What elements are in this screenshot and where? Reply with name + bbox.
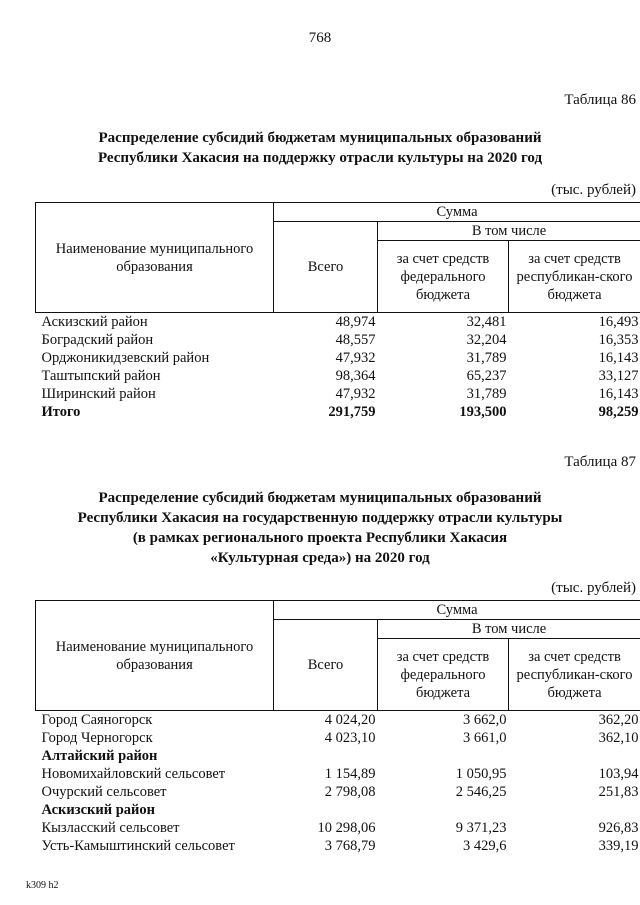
row-republic: 16,353 — [598, 332, 639, 348]
row-total: 98,364 — [335, 368, 376, 384]
title-line: Распределение субсидий бюджетам муниципальных образований — [98, 130, 542, 146]
row-federal: 193,500 — [459, 404, 507, 420]
header-total: Всего — [274, 222, 378, 313]
table-row — [36, 729, 640, 747]
row-name: Таштыпский район — [41, 368, 161, 384]
row-name: Усть-Камыштинский сельсовет — [41, 838, 235, 854]
row-republic: 926,83 — [598, 820, 639, 836]
page-number: 768 — [308, 30, 332, 46]
group-row — [36, 801, 640, 819]
row-total: 10 298,06 — [317, 820, 376, 836]
title-line: (в рамках регионального проекта Республики Хакасия — [132, 530, 508, 546]
row-name: Аскизский район — [41, 314, 148, 330]
title-line: Республики Хакасия на государственную поддержку отрасли культуры — [77, 510, 563, 526]
row-name: Очурский сельсовет — [41, 784, 167, 800]
row-total: 1 154,89 — [324, 766, 376, 782]
header-sum: Сумма — [274, 601, 640, 620]
row-total: 48,557 — [335, 332, 376, 348]
row-republic: 33,127 — [598, 368, 639, 384]
row-total: 47,932 — [335, 386, 376, 402]
header-total: Всего — [274, 620, 378, 711]
table-row — [36, 313, 640, 332]
table-row — [36, 367, 640, 385]
data-table — [35, 600, 640, 855]
table-row — [36, 837, 640, 855]
table-title — [30, 488, 610, 568]
table-label: Таблица 87 — [564, 454, 636, 470]
row-federal: 31,789 — [466, 350, 507, 366]
title-line: «Культурная среда») на 2020 год — [210, 550, 430, 566]
table-row — [36, 783, 640, 801]
header-sum: Сумма — [274, 203, 640, 222]
row-name: Боградский район — [41, 332, 154, 348]
header-name: Наименование муниципального образования — [36, 203, 274, 313]
table-row — [36, 765, 640, 783]
header-name: Наименование муниципального образования — [36, 601, 274, 711]
title-line: Республики Хакасия на поддержку отрасли культуры на 2020 год — [97, 150, 543, 166]
header-federal: за счет средств федерального бюджета — [378, 241, 509, 313]
row-republic: 16,143 — [598, 350, 639, 366]
row-total: 47,932 — [335, 350, 376, 366]
header-including: В том числе — [378, 620, 640, 639]
group-label: Аскизский район — [41, 802, 155, 818]
group-row — [36, 747, 640, 765]
row-federal: 32,204 — [466, 332, 507, 348]
units-label: (тыс. рублей) — [551, 182, 636, 198]
row-federal: 1 050,95 — [455, 766, 507, 782]
row-republic: 103,94 — [598, 766, 639, 782]
row-name: Новомихайловский сельсовет — [41, 766, 226, 782]
row-federal: 31,789 — [466, 386, 507, 402]
row-total: 291,759 — [328, 404, 376, 420]
row-federal: 65,237 — [466, 368, 507, 384]
row-republic: 98,259 — [598, 404, 639, 420]
header-including: В том числе — [378, 222, 640, 241]
data-table — [35, 202, 640, 421]
table-row — [36, 331, 640, 349]
title-line: Распределение субсидий бюджетам муниципальных образований — [98, 490, 542, 506]
group-label: Алтайский район — [41, 748, 158, 764]
header-republic: за счет средств республикан-ского бюджета — [509, 241, 640, 313]
units-label: (тыс. рублей) — [551, 580, 636, 596]
row-republic: 16,493 — [598, 314, 639, 330]
row-name: Кызласский сельсовет — [41, 820, 180, 836]
row-total: 4 024,20 — [324, 712, 376, 728]
row-federal: 2 546,25 — [455, 784, 507, 800]
row-federal: 9 371,23 — [455, 820, 507, 836]
row-federal: 3 429,6 — [463, 838, 507, 854]
table-title — [30, 128, 610, 168]
row-name: Орджоникидзевский район — [41, 350, 210, 366]
row-republic: 362,10 — [598, 730, 639, 746]
row-total: 3 768,79 — [324, 838, 376, 854]
row-name: Город Саяногорск — [41, 712, 153, 728]
row-federal: 3 661,0 — [463, 730, 507, 746]
row-republic: 251,83 — [598, 784, 639, 800]
row-name: Ширинский район — [41, 386, 156, 402]
row-total: 4 023,10 — [324, 730, 376, 746]
header-republic: за счет средств республикан-ского бюджета — [509, 639, 640, 711]
row-total: 2 798,08 — [324, 784, 376, 800]
row-name: Город Черногорск — [41, 730, 153, 746]
row-name: Итого — [41, 404, 81, 420]
row-republic: 16,143 — [598, 386, 639, 402]
table-row — [36, 349, 640, 367]
row-federal: 32,481 — [466, 314, 507, 330]
row-total: 48,974 — [335, 314, 376, 330]
row-republic: 362,20 — [598, 712, 639, 728]
row-federal: 3 662,0 — [463, 712, 507, 728]
table-row — [36, 819, 640, 837]
table-row — [36, 385, 640, 403]
total-row — [36, 403, 640, 421]
row-republic: 339,19 — [598, 838, 639, 854]
table-row — [36, 711, 640, 730]
table-label: Таблица 86 — [564, 92, 636, 108]
header-federal: за счет средств федерального бюджета — [378, 639, 509, 711]
footer-code: k309 h2 — [26, 880, 59, 891]
